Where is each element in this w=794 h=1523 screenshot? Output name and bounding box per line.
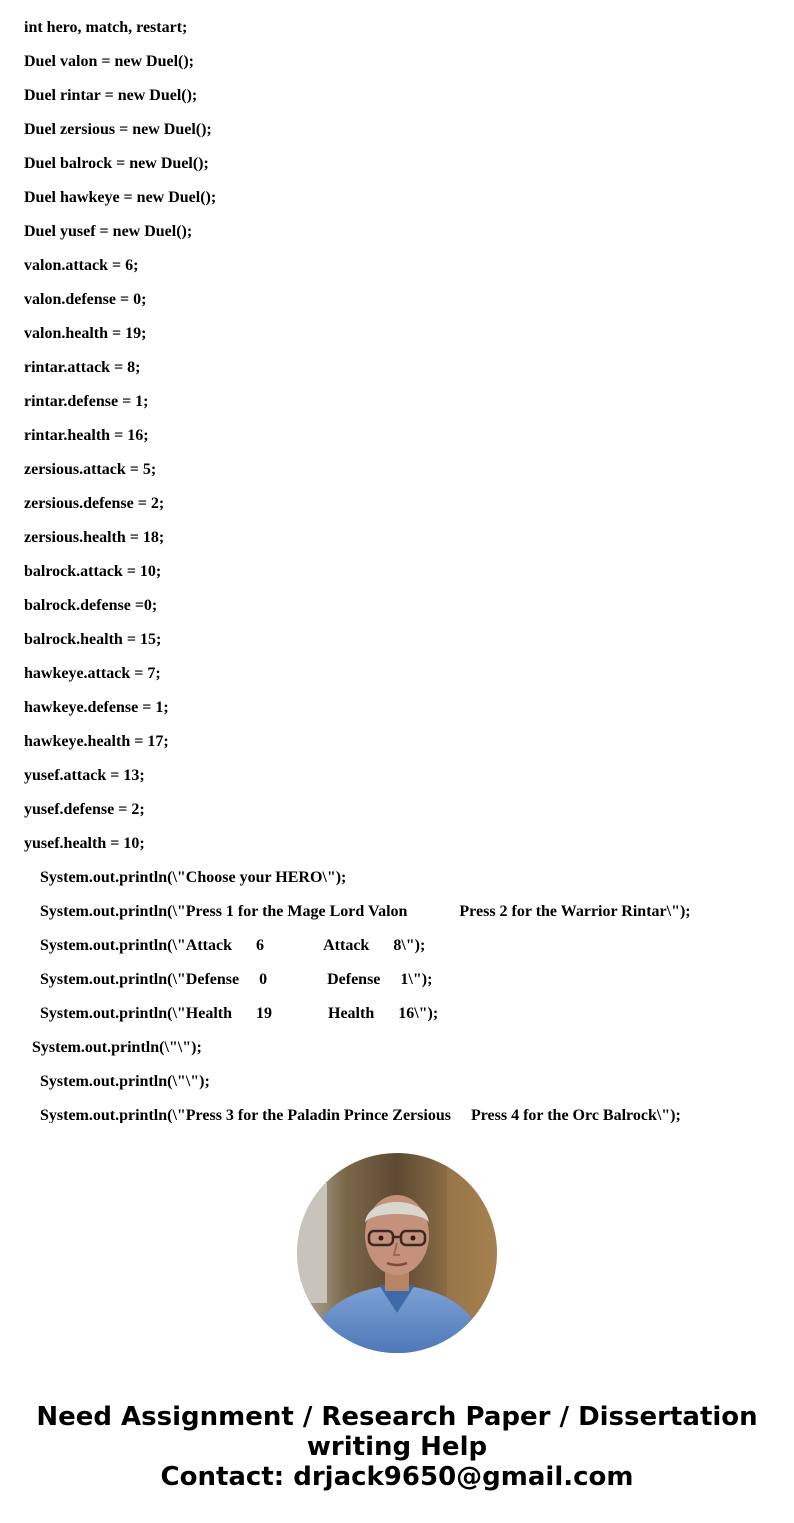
code-line: System.out.println(\"Attack 6 Attack 8\"); — [40, 937, 426, 954]
promo-subheadline: writing Help — [306, 1432, 488, 1462]
code-line: yusef.defense = 2; — [24, 801, 145, 818]
code-line: balrock.defense =0; — [24, 597, 158, 614]
code-line: rintar.defense = 1; — [24, 393, 149, 410]
code-line: hawkeye.attack = 7; — [24, 665, 161, 682]
contact-banner — [0, 1402, 794, 1492]
code-line: zersious.defense = 2; — [24, 495, 165, 512]
code-line: int hero, match, restart; — [24, 19, 188, 36]
code-line: Duel rintar = new Duel(); — [24, 87, 198, 104]
code-line: yusef.health = 10; — [24, 835, 145, 852]
promo-headline: Need Assignment / Research Paper / Dissertation — [36, 1402, 758, 1432]
code-line: System.out.println(\"\"); — [32, 1039, 202, 1056]
code-line: zersious.attack = 5; — [24, 461, 157, 478]
code-line: System.out.println(\"Defense 0 Defense 1\"); — [40, 971, 433, 988]
code-line: hawkeye.health = 17; — [24, 733, 169, 750]
code-line: System.out.println(\"\"); — [40, 1073, 210, 1090]
code-line: System.out.println(\"Choose your HERO\"); — [40, 869, 347, 886]
code-line: Duel yusef = new Duel(); — [24, 223, 193, 240]
code-line: Duel hawkeye = new Duel(); — [24, 189, 217, 206]
code-line: balrock.health = 15; — [24, 631, 162, 648]
author-portrait-icon — [297, 1153, 497, 1353]
code-line: valon.attack = 6; — [24, 257, 139, 274]
code-line: Duel zersious = new Duel(); — [24, 121, 212, 138]
code-line: System.out.println(\"Press 3 for the Paladin Prince Zersious Press 4 for the Orc Balrock\"); — [40, 1107, 681, 1123]
code-line — [24, 0, 223, 2]
code-line: valon.health = 19; — [24, 325, 147, 342]
code-line: zersious.health = 18; — [24, 529, 165, 546]
code-line: yusef.attack = 13; — [24, 767, 145, 784]
contact-email: Contact: drjack9650@gmail.com — [160, 1462, 634, 1492]
code-line: valon.defense = 0; — [24, 291, 147, 308]
code-line: Duel valon = new Duel(); — [24, 53, 194, 70]
code-line: balrock.attack = 10; — [24, 563, 162, 580]
code-line: System.out.println(\"Health 19 Health 16\"); — [40, 1005, 439, 1022]
code-line: hawkeye.defense = 1; — [24, 699, 169, 716]
code-line: rintar.health = 16; — [24, 427, 149, 444]
code-line: Duel balrock = new Duel(); — [24, 155, 209, 172]
author-avatar — [297, 1153, 497, 1353]
code-line: System.out.println(\"Press 1 for the Mage Lord Valon Press 2 for the Warrior Rintar\"); — [40, 903, 691, 920]
code-line: rintar.attack = 8; — [24, 359, 141, 376]
